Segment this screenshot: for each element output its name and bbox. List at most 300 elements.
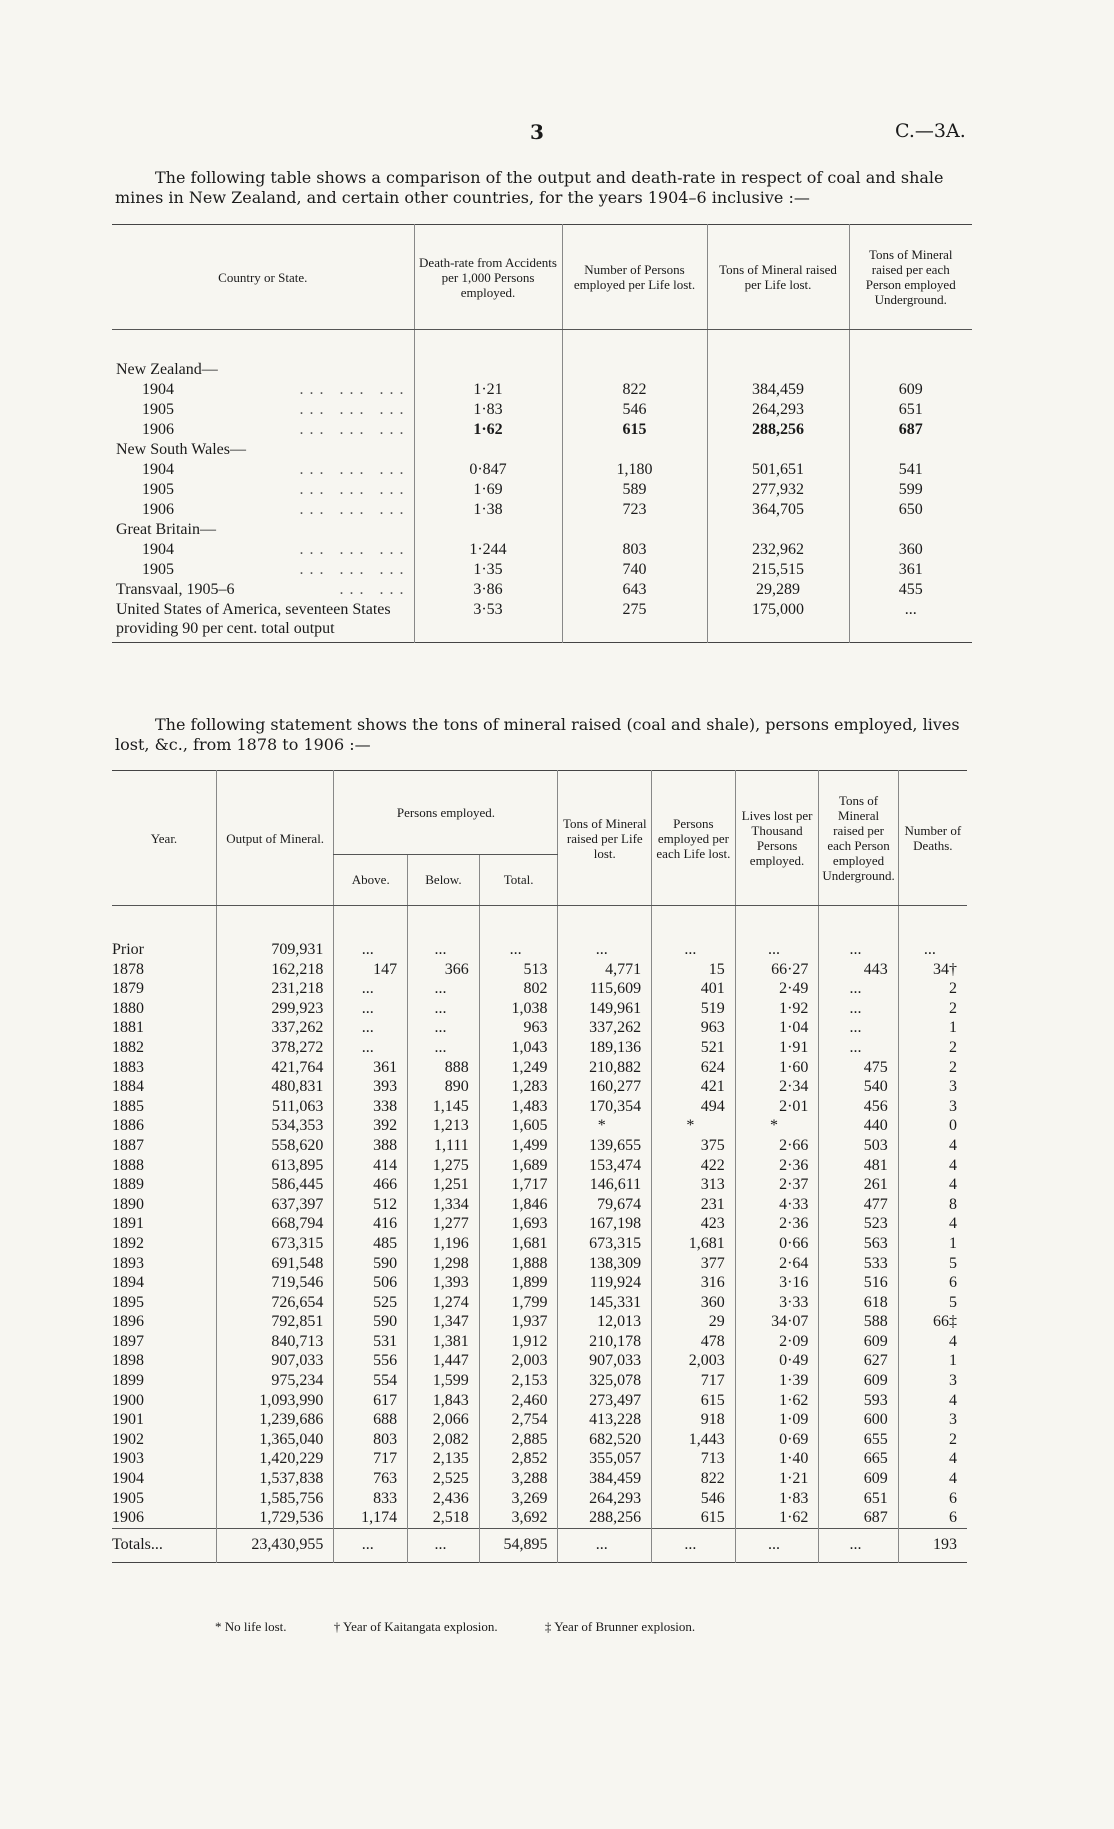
below-cell: 1,145 [408,1097,480,1117]
total-cell: 1,283 [479,1077,558,1097]
group-label [112,520,414,540]
year-cell: 1902 [112,1430,144,1448]
row-label-text: Great Britain— [116,521,216,538]
persons-per-life-cell: 615 [652,1508,736,1528]
below-cell: 1,298 [408,1254,480,1274]
value-cell: 541 [849,460,972,480]
year-cell: 1896 [112,1313,144,1331]
leader-dots: ... ... ... [299,421,410,438]
deaths-cell: 3 [898,1371,967,1391]
below-cell: 1,213 [408,1116,480,1136]
tons-per-life-cell: 138,309 [558,1254,652,1274]
tons-per-life-cell: 79,674 [558,1195,652,1215]
persons-per-life-cell: ... [652,906,736,960]
below-cell: 1,251 [408,1175,480,1195]
year-cell: 1878 [112,960,144,978]
totals-persons-per-life-cell: ... [652,1528,736,1563]
tons-per-life-cell: 682,520 [558,1430,652,1450]
above-cell: ... [334,906,408,960]
persons-per-life-cell: 713 [652,1449,736,1469]
deaths-cell: 2 [898,1038,967,1058]
deaths-cell: 6 [898,1273,967,1293]
lives-per-thousand-cell: 2·37 [735,1175,819,1195]
row-label-text: New South Wales— [116,441,246,458]
below-cell: 1,447 [408,1351,480,1371]
col-death-rate: Death-rate from Accidents per 1,000 Persons employed. [414,225,562,330]
table-row [112,1489,967,1509]
tons-per-life-cell: 210,178 [558,1332,652,1352]
statistics-table-body [112,906,967,1563]
row-label [112,500,414,520]
value-cell: 1,180 [562,460,707,480]
tons-underground-cell: 516 [819,1273,898,1293]
tons-per-life-cell: 139,655 [558,1136,652,1156]
total-cell: 1,937 [479,1312,558,1332]
deaths-cell: 6 [898,1508,967,1528]
deaths-cell: 3 [898,1077,967,1097]
lives-per-thousand-cell: 2·36 [735,1214,819,1234]
row-label [112,480,414,500]
lives-per-thousand-cell: 2·01 [735,1097,819,1117]
above-cell: 466 [334,1175,408,1195]
value-cell: 822 [562,380,707,400]
lives-per-thousand-cell: 1·91 [735,1038,819,1058]
output-cell: 534,353 [216,1116,334,1136]
value-cell [707,330,849,381]
value-cell: 803 [562,540,707,560]
total-cell: 1,483 [479,1097,558,1117]
persons-per-life-cell: 421 [652,1077,736,1097]
tons-per-life-cell: 264,293 [558,1489,652,1509]
total-cell: 1,799 [479,1293,558,1313]
row-label-text: New Zealand— [116,361,218,378]
group-label [112,330,414,381]
persons-per-life-cell: 422 [652,1156,736,1176]
lives-per-thousand-cell: ... [735,906,819,960]
persons-per-life-cell: 478 [652,1332,736,1352]
deaths-cell: 2 [898,979,967,999]
below-cell: 366 [408,960,480,980]
row-label-text: 1905 [142,481,174,498]
persons-per-life-cell: 423 [652,1214,736,1234]
lives-per-thousand-cell: 1·09 [735,1410,819,1430]
lives-per-thousand-cell: 3·33 [735,1293,819,1313]
year-cell: 1879 [112,980,144,998]
lives-per-thousand-cell: 4·33 [735,1195,819,1215]
table-row [112,906,967,960]
output-cell: 511,063 [216,1097,334,1117]
tons-per-life-cell: 413,228 [558,1410,652,1430]
tons-underground-cell: 477 [819,1195,898,1215]
above-cell: 512 [334,1195,408,1215]
below-cell: 1,196 [408,1234,480,1254]
col-lives-per-thousand: Lives lost per Thousand Persons employed. [735,771,819,906]
below-cell: ... [408,979,480,999]
total-cell: 1,846 [479,1195,558,1215]
table-row [112,1116,967,1136]
value-cell: 1·21 [414,380,562,400]
leader-dots: ... ... ... [299,461,410,478]
output-cell: 1,537,838 [216,1469,334,1489]
year-cell: 1881 [112,1019,144,1037]
data-row [112,380,972,400]
output-cell: 668,794 [216,1214,334,1234]
above-cell: 392 [334,1116,408,1136]
col-persons-per-life: Number of Persons employed per Life lost. [562,225,707,330]
totals-lives-per-thousand-cell: ... [735,1528,819,1563]
year-cell: 1886 [112,1117,144,1135]
above-cell: 414 [334,1156,408,1176]
value-cell: 3·86 [414,580,562,600]
table-row [112,1430,967,1450]
table-row [112,960,967,980]
row-label [112,580,414,600]
table-row [112,1097,967,1117]
value-cell: 501,651 [707,460,849,480]
total-cell: 963 [479,1018,558,1038]
above-cell: ... [334,979,408,999]
tons-underground-cell: 523 [819,1214,898,1234]
persons-per-life-cell: 624 [652,1058,736,1078]
row-label-text: 1905 [142,401,174,418]
deaths-cell: 4 [898,1449,967,1469]
table-row [112,1391,967,1411]
tons-per-life-cell: 325,078 [558,1371,652,1391]
lives-per-thousand-cell: 3·16 [735,1273,819,1293]
row-label-text: Transvaal, 1905–6 [116,581,235,598]
persons-per-life-cell: 401 [652,979,736,999]
total-cell: 1,499 [479,1136,558,1156]
comparison-table-header [112,225,972,330]
output-cell: 299,923 [216,999,334,1019]
tons-per-life-cell: 4,771 [558,960,652,980]
col-total: Total. [479,854,558,905]
row-label-text: 1904 [142,541,174,558]
value-cell [849,520,972,540]
value-cell: 277,932 [707,480,849,500]
below-cell: 888 [408,1058,480,1078]
group-row [112,330,972,381]
persons-per-life-cell: 519 [652,999,736,1019]
value-cell: 1·244 [414,540,562,560]
tons-per-life-cell: 273,497 [558,1391,652,1411]
output-cell: 719,546 [216,1273,334,1293]
lives-per-thousand-cell: 1·62 [735,1391,819,1411]
output-cell: 673,315 [216,1234,334,1254]
year-cell: 1882 [112,1038,144,1056]
deaths-cell: 2 [898,1058,967,1078]
value-cell: 288,256 [707,420,849,440]
output-cell: 840,713 [216,1332,334,1352]
persons-per-life-cell: 822 [652,1469,736,1489]
data-row [112,480,972,500]
page-number: 3 [530,120,544,144]
below-cell: 2,518 [408,1508,480,1528]
output-cell: 613,895 [216,1156,334,1176]
deaths-cell: 0 [898,1116,967,1136]
value-cell: 599 [849,480,972,500]
output-cell: 231,218 [216,979,334,999]
above-cell: 556 [334,1351,408,1371]
deaths-cell: 6 [898,1489,967,1509]
value-cell: 687 [849,420,972,440]
total-cell: 2,460 [479,1391,558,1411]
value-cell: 29,289 [707,580,849,600]
tons-underground-cell: 609 [819,1332,898,1352]
totals-year-cell: Totals... [112,1528,216,1563]
lives-per-thousand-cell: 1·39 [735,1371,819,1391]
deaths-cell: 5 [898,1293,967,1313]
data-row [112,420,972,440]
value-cell [414,440,562,460]
tons-underground-cell: 618 [819,1293,898,1313]
total-cell: 1,038 [479,999,558,1019]
value-cell: 1·62 [414,420,562,440]
above-cell: ... [334,999,408,1019]
tons-underground-cell: 665 [819,1449,898,1469]
lives-per-thousand-cell: 1·62 [735,1508,819,1528]
value-cell: 723 [562,500,707,520]
below-cell: 2,135 [408,1449,480,1469]
value-cell: 1·83 [414,400,562,420]
row-label [112,400,414,420]
year-cell: 1889 [112,1176,144,1194]
col-tons-underground: Tons of Mineral raised per each Person employed Underground. [849,225,972,330]
table-row [112,1508,967,1528]
deaths-cell: 3 [898,1410,967,1430]
year-cell: 1903 [112,1450,144,1468]
totals-below-cell: ... [408,1528,480,1563]
value-cell: 364,705 [707,500,849,520]
tons-underground-cell: 440 [819,1116,898,1136]
col-deaths: Number of Deaths. [898,771,967,906]
group-label [112,440,414,460]
above-cell: 416 [334,1214,408,1234]
totals-output-cell: 23,430,955 [216,1528,334,1563]
row-label [112,560,414,580]
output-cell: 637,397 [216,1195,334,1215]
table-row [112,1136,967,1156]
table-row [112,1058,967,1078]
total-cell: 1,912 [479,1332,558,1352]
data-row [112,400,972,420]
tons-underground-cell: 481 [819,1156,898,1176]
tons-per-life-cell: 384,459 [558,1469,652,1489]
tons-underground-cell: 540 [819,1077,898,1097]
deaths-cell: 1 [898,1234,967,1254]
below-cell: 2,082 [408,1430,480,1450]
year-cell: 1904 [112,1470,144,1488]
year-cell: 1891 [112,1215,144,1233]
lives-per-thousand-cell: 2·09 [735,1332,819,1352]
above-cell: 590 [334,1312,408,1332]
above-cell: 617 [334,1391,408,1411]
col-output: Output of Mineral. [216,771,334,906]
footnote-kaitangata: † Year of Kaitangata explosion. [333,1619,498,1634]
tons-per-life-cell: 907,033 [558,1351,652,1371]
total-cell: 1,689 [479,1156,558,1176]
value-cell: 651 [849,400,972,420]
total-cell: 1,899 [479,1273,558,1293]
year-cell: 1899 [112,1372,144,1390]
lives-per-thousand-cell: 2·36 [735,1156,819,1176]
below-cell: 1,111 [408,1136,480,1156]
lives-per-thousand-cell: 1·83 [735,1489,819,1509]
persons-per-life-cell: 615 [652,1391,736,1411]
value-cell: 643 [562,580,707,600]
year-cell: 1888 [112,1156,144,1174]
lives-per-thousand-cell: 1·92 [735,999,819,1019]
below-cell: ... [408,1018,480,1038]
persons-per-life-cell: 231 [652,1195,736,1215]
year-cell: 1905 [112,1489,144,1507]
value-cell [562,440,707,460]
tons-underground-cell: 588 [819,1312,898,1332]
value-cell: 1·69 [414,480,562,500]
above-cell: 338 [334,1097,408,1117]
table-row [112,1449,967,1469]
tons-underground-cell: ... [819,979,898,999]
group-row [112,440,972,460]
deaths-cell: 4 [898,1391,967,1411]
total-cell: 2,003 [479,1351,558,1371]
output-cell: 1,093,990 [216,1391,334,1411]
table-row [112,1410,967,1430]
total-cell: 2,885 [479,1430,558,1450]
table-row [112,1371,967,1391]
below-cell: 1,843 [408,1391,480,1411]
lives-per-thousand-cell: 2·49 [735,979,819,999]
above-cell: 485 [334,1234,408,1254]
lives-per-thousand-cell: 2·66 [735,1136,819,1156]
year-cell: 1894 [112,1274,144,1292]
persons-per-life-cell: 546 [652,1489,736,1509]
row-label [112,380,414,400]
persons-per-life-cell: 521 [652,1038,736,1058]
deaths-cell: 34† [898,960,967,980]
tons-underground-cell: 475 [819,1058,898,1078]
persons-per-life-cell: 15 [652,960,736,980]
output-cell: 726,654 [216,1293,334,1313]
statistics-table [112,770,967,1563]
below-cell: 1,275 [408,1156,480,1176]
output-cell: 378,272 [216,1038,334,1058]
value-cell [414,520,562,540]
table-row [112,1254,967,1274]
deaths-cell: 4 [898,1214,967,1234]
tons-per-life-cell: 189,136 [558,1038,652,1058]
comparison-table [112,224,972,643]
year-cell: 1897 [112,1332,144,1350]
above-cell: 393 [334,1077,408,1097]
table-row [112,1018,967,1038]
value-cell: 232,962 [707,540,849,560]
value-cell [707,440,849,460]
tons-underground-cell: 563 [819,1234,898,1254]
deaths-cell: 4 [898,1156,967,1176]
table-row [112,999,967,1019]
value-cell: 3·53 [414,600,562,643]
above-cell: ... [334,1018,408,1038]
below-cell: 1,334 [408,1195,480,1215]
col-below: Below. [408,854,480,905]
lives-per-thousand-cell: 0·49 [735,1351,819,1371]
leader-dots: ... ... ... [299,381,410,398]
tons-underground-cell: ... [819,1018,898,1038]
totals-row [112,1528,967,1563]
deaths-cell: 5 [898,1254,967,1274]
total-cell: 1,043 [479,1038,558,1058]
output-cell: 1,365,040 [216,1430,334,1450]
below-cell: 2,066 [408,1410,480,1430]
tons-underground-cell: 687 [819,1508,898,1528]
value-cell [849,440,972,460]
above-cell: 590 [334,1254,408,1274]
totals-tons-underground-cell: ... [819,1528,898,1563]
above-cell: 1,174 [334,1508,408,1528]
table-row [112,1214,967,1234]
year-cell: 1884 [112,1078,144,1096]
tons-underground-cell: 609 [819,1469,898,1489]
year-cell: 1880 [112,999,144,1017]
value-cell: ... [849,600,972,643]
below-cell: 2,436 [408,1489,480,1509]
output-cell: 792,851 [216,1312,334,1332]
tons-underground-cell: 593 [819,1391,898,1411]
year-cell: 1893 [112,1254,144,1272]
above-cell: 525 [334,1293,408,1313]
intro-paragraph-2: The following statement shows the tons of mineral raised (coal and shale), persons employed, lives lost, &c., from 1878 to 1906 :— [115,715,960,754]
persons-per-life-cell: 316 [652,1273,736,1293]
lives-per-thousand-cell: 34·07 [735,1312,819,1332]
persons-per-life-cell: 717 [652,1371,736,1391]
total-cell: 3,269 [479,1489,558,1509]
deaths-cell: 2 [898,999,967,1019]
table-row [112,1175,967,1195]
value-cell: 361 [849,560,972,580]
col-above: Above. [334,854,408,905]
year-cell: 1887 [112,1136,144,1154]
table-row [112,1332,967,1352]
value-cell: 0·847 [414,460,562,480]
total-cell: 1,605 [479,1116,558,1136]
col-tons-per-life: Tons of Mineral raised per Life lost. [558,771,652,906]
footnote-brunner: ‡ Year of Brunner explosion. [544,1619,696,1634]
output-cell: 480,831 [216,1077,334,1097]
deaths-cell: 4 [898,1469,967,1489]
output-cell: 586,445 [216,1175,334,1195]
persons-per-life-cell: 313 [652,1175,736,1195]
above-cell: 763 [334,1469,408,1489]
tons-per-life-cell: 146,611 [558,1175,652,1195]
deaths-cell: 1 [898,1351,967,1371]
tons-underground-cell: 627 [819,1351,898,1371]
group-row [112,520,972,540]
value-cell: 589 [562,480,707,500]
persons-per-life-cell: 494 [652,1097,736,1117]
data-row [112,540,972,560]
comparison-table-body [112,330,972,643]
year-cell: 1901 [112,1411,144,1429]
row-label-text: 1905 [142,561,174,578]
tons-per-life-cell: 119,924 [558,1273,652,1293]
lives-per-thousand-cell: 2·34 [735,1077,819,1097]
deaths-cell: 8 [898,1195,967,1215]
tons-per-life-cell: 673,315 [558,1234,652,1254]
tons-per-life-cell: 12,013 [558,1312,652,1332]
table-row [112,1195,967,1215]
above-cell: 554 [334,1371,408,1391]
